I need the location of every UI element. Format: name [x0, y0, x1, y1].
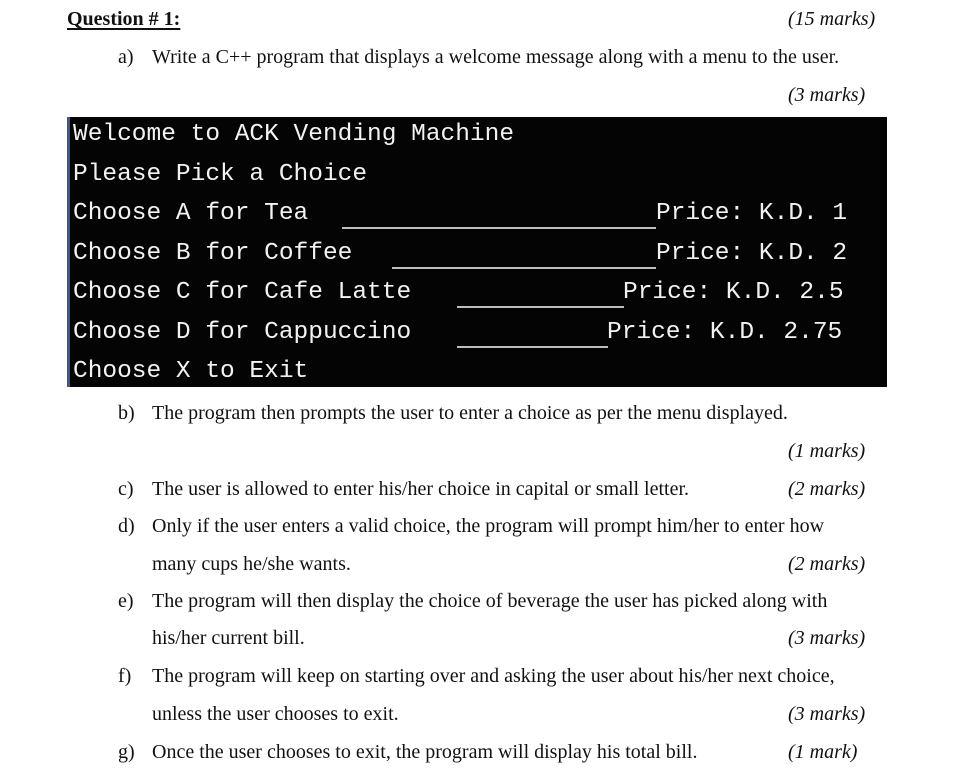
console-price-a: Price: K.D. 1 [656, 200, 848, 227]
part-g-marks: (1 mark) [788, 741, 858, 763]
question-total-marks: (15 marks) [788, 8, 876, 30]
part-f-text-line-2: unless the user chooses to exit. [152, 703, 399, 725]
part-e-text-line-2: his/her current bill. [152, 627, 305, 649]
part-c-label: c) [118, 478, 134, 500]
part-d-text-line-1: Only if the user enters a valid choice, the program will prompt him/her to enter how [152, 515, 825, 537]
console-underline-a [342, 227, 656, 229]
console-underline-c [457, 306, 624, 308]
part-g-text: Once the user chooses to exit, the program will display his total bill. [152, 741, 698, 763]
part-b-label: b) [118, 402, 135, 424]
part-e-marks: (3 marks) [788, 627, 866, 649]
part-d-marks: (2 marks) [788, 553, 866, 575]
console-menu-item-c: Choose C for Cafe Latte [73, 279, 412, 306]
console-price-d: Price: K.D. 2.75 [607, 319, 843, 346]
console-prompt-line: Please Pick a Choice [73, 161, 368, 188]
part-a-marks: (3 marks) [788, 84, 866, 106]
part-f-text-line-1: The program will keep on starting over and asking the user about his/her next choice, [152, 665, 835, 687]
part-c-text: The user is allowed to enter his/her choice in capital or small letter. [152, 478, 690, 500]
question-title: Question # 1: [67, 8, 181, 30]
part-e-label: e) [118, 590, 134, 612]
part-g-label: g) [118, 741, 135, 763]
console-output-box [67, 117, 887, 387]
part-a-text: Write a C++ program that displays a welcome message along with a menu to the user. [152, 46, 840, 68]
console-welcome-line: Welcome to ACK Vending Machine [73, 121, 515, 148]
part-f-marks: (3 marks) [788, 703, 866, 725]
console-underline-d [457, 346, 608, 348]
part-f-label: f) [118, 665, 132, 687]
console-menu-item-d: Choose D for Cappuccino [73, 319, 412, 346]
console-price-c: Price: K.D. 2.5 [623, 279, 844, 306]
console-price-b: Price: K.D. 2 [656, 240, 848, 267]
console-underline-b [392, 267, 656, 269]
part-a-label: a) [118, 46, 134, 68]
part-e-text-line-1: The program will then display the choice of beverage the user has picked along with [152, 590, 828, 612]
console-menu-item-a: Choose A for Tea [73, 200, 309, 227]
console-menu-item-b: Choose B for Coffee [73, 240, 353, 267]
console-exit-line: Choose X to Exit [73, 358, 309, 385]
part-c-marks: (2 marks) [788, 478, 866, 500]
part-d-label: d) [118, 515, 135, 537]
part-b-text: The program then prompts the user to enter a choice as per the menu displayed. [152, 402, 788, 424]
part-b-marks: (1 marks) [788, 440, 866, 462]
part-d-text-line-2: many cups he/she wants. [152, 553, 351, 575]
